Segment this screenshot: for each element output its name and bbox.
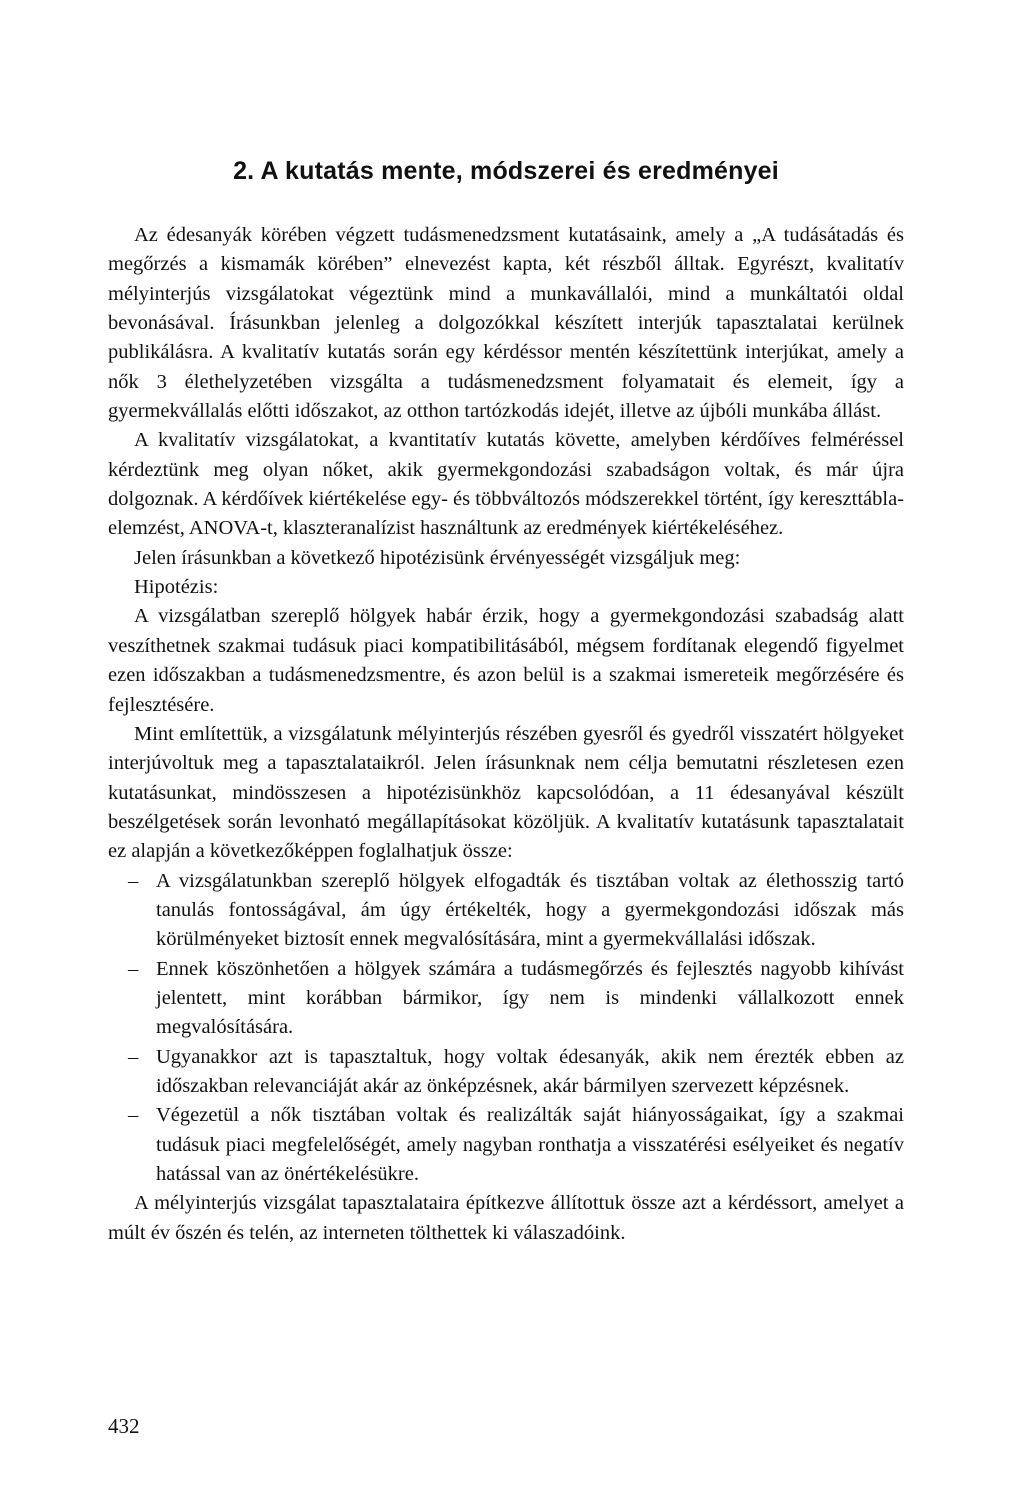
body-text (108, 221, 904, 1248)
paragraph-qualitative-findings-intro: Mint említettük, a vizsgálatunk mélyinterjús részében gyesről és gyedről visszatért hölgyeket interjúvoltuk meg a tapasztalataikról. Jelen írásunknak nem célja bemutatni részletesen ezen kutatásunkat, mindösszesen a hipotézisünkhöz kapcsolódóan, a 11 édesanyával készült beszélgetések során levonható megállapításokat közöljük. A kvalitatív kutatásunk tapasztalatait ez alapján a következőképpen foglalhatjuk össze: (108, 722, 904, 863)
section-heading: 2. A kutatás mente, módszerei és eredményei (233, 157, 779, 185)
paragraph-research-overview: Az édesanyák körében végzett tudásmenedzsment kutatásaink, amely a „A tudásátadás és megőrzés a kismamák körében” elnevezést kapta, két részből álltak. Egyrészt, kvalitatív mélyinterjús vizsgálatokat végeztünk mind a munkavállalói, mind a munkáltatói oldal bevonásával. Írásunkban jelenleg a dolgozókkal készített interjúk tapasztalatai kerülnek publikálásra. A kvalitatív kutatás során egy kérdéssor mentén készítettünk interjúkat, amely a nők 3 élethelyzetében vizsgálta a tudásmenedzsment folyamatait és elemeit, így a gyermekvállalás előtti időszakot, az otthon tartózkodás idejét, illetve az újbóli munkába állást. (108, 224, 904, 423)
hypothesis-label: Hipotézis: (134, 576, 219, 599)
paragraph-quantitative-research: A kvalitatív vizsgálatokat, a kvantitatív kutatás követte, amelyben kérdőíves felméréssel kérdeztünk meg olyan nőket, akik gyermekgondozási szabadságon voltak, és már újra dolgoznak. A kérdőívek kiértékelése egy- és többváltozós módszerekkel történt, így kereszttábla-elemzést, ANOVA-t, klaszteranalízist használtunk az eredmények kiértékeléséhez. (108, 429, 904, 540)
list-item (108, 955, 904, 1043)
list-dash: – (128, 1045, 139, 1068)
list-item (108, 1043, 904, 1102)
paragraph-hypothesis-intro: Jelen írásunkban a következő hipotézisünk érvényességét vizsgáljuk meg: (134, 546, 741, 569)
list-item (108, 1101, 904, 1189)
list-dash: – (128, 957, 139, 980)
page-number: 432 (108, 1414, 140, 1438)
list-item-text: A vizsgálatunkban szereplő hölgyek elfogadták és tisztában voltak az élethosszig tartó tanulás fontosságával, ám úgy értékelték, hogy a gyermekgondozási időszak más körülményeket biztosít ennek megvalósítására, mint a gyermekvállalási időszak. (156, 869, 904, 951)
list-dash: – (128, 869, 139, 892)
list-item (108, 867, 904, 955)
list-item-text: Ennek köszönhetően a hölgyek számára a tudásmegőrzés és fejlesztés nagyobb kihívást jelentett, mint korábban bármikor, így nem is mindenki vállalkozott ennek megvalósítására. (156, 957, 904, 1039)
paragraph-closing: A mélyinterjús vizsgálat tapasztalataira építkezve állítottuk össze azt a kérdéssort, amelyet a múlt év őszén és telén, az interneten tölthettek ki válaszadóink. (108, 1192, 904, 1244)
list-item-text: Végezetül a nők tisztában voltak és realizálták saját hiányosságaikat, így a szakmai tudásuk piaci megfelelőségét, amely nagyban ronthatja a visszatérési esélyeiket és negatív hatással van az önértékelésükre. (156, 1104, 904, 1185)
paragraph-hypothesis: A vizsgálatban szereplő hölgyek habár érzik, hogy a gyermekgondozási szabadság alatt veszíthetnek szakmai tudásuk piaci kompatibilitásából, mégsem fordítanak elegendő figyelmet ezen időszakban a tudásmenedzsmentre, és azon belül is a szakmai ismereteik megőrzésére és fejlesztésére. (108, 605, 904, 716)
list-item-text: Ugyanakkor azt is tapasztaltuk, hogy voltak édesanyák, akik nem érezték ebben az időszakban relevanciáját akár az önképzésnek, akár bármilyen szervezett képzésnek. (156, 1045, 904, 1097)
list-dash: – (128, 1104, 139, 1127)
findings-list (108, 867, 904, 1190)
